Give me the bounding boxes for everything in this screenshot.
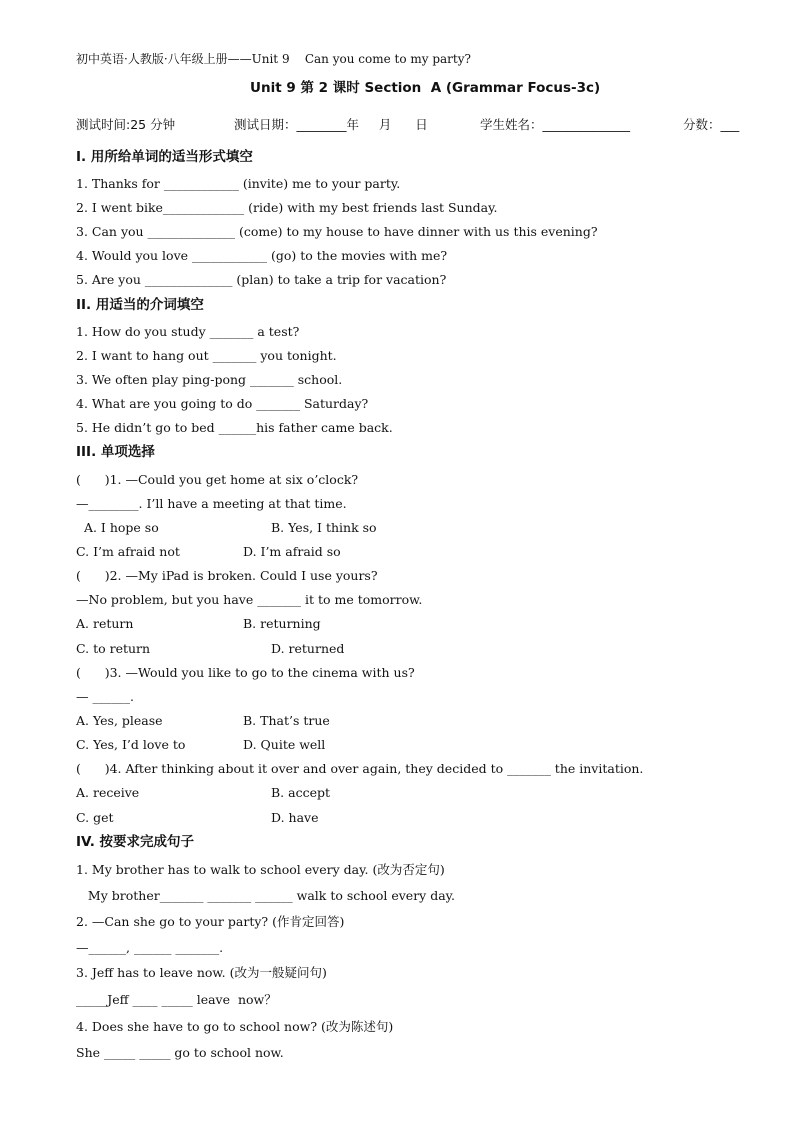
mc-option: A. receive xyxy=(76,785,140,800)
mc-option: D. have xyxy=(271,810,319,825)
mc-question-stem: ( )3. —Would you like to go to the cinema with us? xyxy=(76,665,415,680)
mc-question-stem: ( )2. —My iPad is broken. Could I use yours? xyxy=(76,568,378,583)
question-line: 3. Can you ______________ (come) to my house to have dinner with us this evening? xyxy=(76,224,598,239)
test-date: 测试日期：________年 月 日 xyxy=(234,117,428,132)
page-title: Unit 9 第 2 课时 Section A (Grammar Focus-3c) xyxy=(250,80,601,96)
answer-line: _____Jeff ____ _____ leave now？ xyxy=(76,992,277,1007)
section-heading: III. 单项选择 xyxy=(76,444,155,460)
mc-option: A. Yes, please xyxy=(76,713,163,728)
question-line: 4. Does she have to go to school now? (改为陈述句) xyxy=(76,1019,394,1034)
section-heading: II. 用适当的介词填空 xyxy=(76,297,204,313)
score: 分数：___ xyxy=(683,117,740,132)
question-line: 4. What are you going to do _______ Saturday? xyxy=(76,396,369,411)
question-line: 2. I want to hang out _______ you tonight. xyxy=(76,348,337,363)
answer-line: My brother_______ _______ ______ walk to school every day. xyxy=(76,888,456,903)
question-line: 5. Are you ______________ (plan) to take a trip for vacation? xyxy=(76,272,447,287)
question-line: 3. We often play ping-pong _______ school. xyxy=(76,372,343,387)
answer-line: —______, ______ _______. xyxy=(76,940,224,955)
mc-option: D. returned xyxy=(271,641,345,656)
question-line: 2. I went bike_____________ (ride) with my best friends last Sunday. xyxy=(76,200,498,215)
mc-option: C. get xyxy=(76,810,114,825)
mc-option: C. I’m afraid not xyxy=(76,544,180,559)
mc-option: B. returning xyxy=(243,616,321,631)
test-time: 测试时间:25 分钟 xyxy=(76,117,176,132)
mc-question-stem: —No problem, but you have _______ it to me tomorrow. xyxy=(76,592,423,607)
question-line: 1. My brother has to walk to school every day. (改为否定句) xyxy=(76,862,445,877)
mc-option: A. I hope so xyxy=(76,520,159,535)
section-heading: IV. 按要求完成句子 xyxy=(76,834,195,850)
mc-option: B. Yes, I think so xyxy=(271,520,377,535)
course-header: 初中英语·人教版·八年级上册——Unit 9 Can you come to my party? xyxy=(76,52,471,66)
mc-question-stem: ( )4. After thinking about it over and over again, they decided to _______ the invitation. xyxy=(76,761,644,776)
mc-question-stem: ( )1. —Could you get home at six o’clock? xyxy=(76,472,359,487)
question-line: 3. Jeff has to leave now. (改为一般疑问句) xyxy=(76,965,327,980)
answer-line: She _____ _____ go to school now. xyxy=(76,1045,284,1060)
student-name: 学生姓名：______________ xyxy=(480,117,631,132)
mc-option: B. accept xyxy=(271,785,331,800)
mc-question-stem: —________. I’ll have a meeting at that time. xyxy=(76,496,347,511)
question-line: 5. He didn’t go to bed ______his father came back. xyxy=(76,420,393,435)
question-line: 4. Would you love ____________ (go) to the movies with me? xyxy=(76,248,448,263)
mc-question-stem: — ______. xyxy=(76,689,134,704)
mc-option: B. That’s true xyxy=(243,713,330,728)
section-heading: I. 用所给单词的适当形式填空 xyxy=(76,149,253,165)
question-line: 2. —Can she go to your party? (作肯定回答) xyxy=(76,914,345,929)
mc-option: A. return xyxy=(76,616,134,631)
mc-option: D. Quite well xyxy=(243,737,326,752)
mc-option: C. Yes, I’d love to xyxy=(76,737,186,752)
mc-option: C. to return xyxy=(76,641,151,656)
question-line: 1. How do you study _______ a test? xyxy=(76,324,300,339)
question-line: 1. Thanks for ____________ (invite) me to your party. xyxy=(76,176,401,191)
mc-option: D. I’m afraid so xyxy=(243,544,341,559)
